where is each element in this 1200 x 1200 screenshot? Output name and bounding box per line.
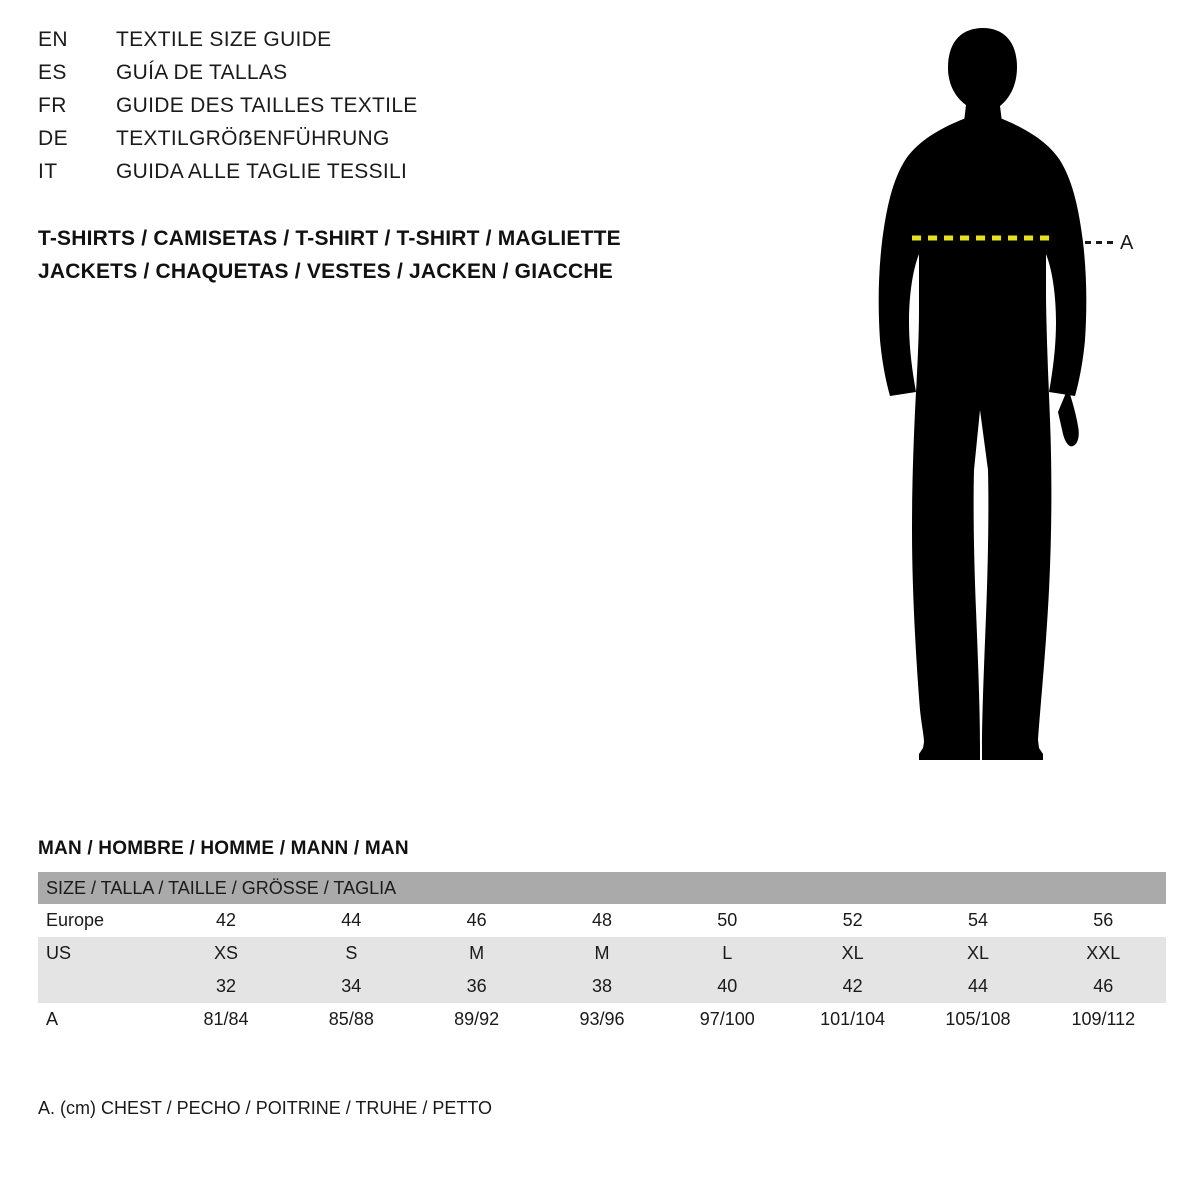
category-block	[38, 222, 621, 288]
row-label-europe: Europe	[38, 904, 163, 937]
category-tshirts: T-SHIRTS / CAMISETAS / T-SHIRT / T-SHIRT / MAGLIETTE	[38, 227, 621, 250]
cell-europe-2: 44	[289, 904, 414, 937]
cell-numeric-8: 46	[1041, 970, 1166, 1003]
table-row	[38, 937, 1166, 970]
cell-numeric-6: 42	[790, 970, 915, 1003]
cell-numeric-7: 44	[915, 970, 1040, 1003]
row-label-a: A	[38, 1003, 163, 1036]
cell-us-2: S	[289, 937, 414, 970]
cell-a-2: 85/88	[289, 1003, 414, 1036]
cell-us-6: XL	[790, 937, 915, 970]
language-row-fr	[38, 94, 738, 127]
measure-label-a: A	[1120, 232, 1134, 254]
language-text-it: GUIDA ALLE TAGLIE TESSILI	[116, 160, 408, 183]
size-table-section	[38, 838, 1168, 1036]
language-row-de	[38, 127, 738, 160]
cell-europe-6: 52	[790, 904, 915, 937]
cell-a-5: 97/100	[665, 1003, 790, 1036]
language-code-en: EN	[38, 28, 68, 51]
measure-leader-dashes	[1085, 241, 1115, 244]
row-label-us: US	[38, 937, 163, 970]
cell-europe-8: 56	[1041, 904, 1166, 937]
size-table	[38, 872, 1166, 1036]
table-footnote: A. (cm) CHEST / PECHO / POITRINE / TRUHE / PETTO	[38, 1098, 493, 1118]
table-head-row	[38, 872, 1166, 904]
language-code-fr: FR	[38, 94, 67, 117]
language-code-de: DE	[38, 127, 68, 150]
cell-us-8: XXL	[1041, 937, 1166, 970]
language-title-block	[38, 28, 738, 193]
cell-a-8: 109/112	[1041, 1003, 1166, 1036]
cell-numeric-4: 38	[539, 970, 664, 1003]
language-row-it	[38, 160, 738, 193]
language-text-es: GUÍA DE TALLAS	[116, 61, 288, 84]
table-head-label: SIZE / TALLA / TAILLE / GRÖSSE / TAGLIA	[38, 872, 1166, 904]
language-code-es: ES	[38, 61, 67, 84]
cell-a-1: 81/84	[163, 1003, 288, 1036]
table-row	[38, 904, 1166, 937]
cell-europe-5: 50	[665, 904, 790, 937]
cell-us-7: XL	[915, 937, 1040, 970]
cell-us-3: M	[414, 937, 539, 970]
male-silhouette-icon	[820, 10, 1180, 790]
table-row	[38, 1003, 1166, 1036]
cell-a-3: 89/92	[414, 1003, 539, 1036]
cell-europe-3: 46	[414, 904, 539, 937]
table-row	[38, 970, 1166, 1003]
cell-us-1: XS	[163, 937, 288, 970]
cell-numeric-2: 34	[289, 970, 414, 1003]
language-text-de: TEXTILGRÖẞENFÜHRUNG	[116, 127, 390, 150]
cell-us-5: L	[665, 937, 790, 970]
language-row-en	[38, 28, 738, 61]
language-code-it: IT	[38, 160, 58, 183]
gender-title: MAN / HOMBRE / HOMME / MANN / MAN	[38, 838, 409, 859]
row-label-numeric	[38, 970, 163, 1003]
cell-a-6: 101/104	[790, 1003, 915, 1036]
figure-area	[820, 10, 1180, 790]
language-text-en: TEXTILE SIZE GUIDE	[116, 28, 332, 51]
language-row-es	[38, 61, 738, 94]
cell-europe-1: 42	[163, 904, 288, 937]
cell-numeric-3: 36	[414, 970, 539, 1003]
cell-us-4: M	[539, 937, 664, 970]
cell-europe-7: 54	[915, 904, 1040, 937]
cell-a-7: 105/108	[915, 1003, 1040, 1036]
language-text-fr: GUIDE DES TAILLES TEXTILE	[116, 94, 418, 117]
cell-numeric-1: 32	[163, 970, 288, 1003]
cell-europe-4: 48	[539, 904, 664, 937]
cell-numeric-5: 40	[665, 970, 790, 1003]
cell-a-4: 93/96	[539, 1003, 664, 1036]
category-jackets: JACKETS / CHAQUETAS / VESTES / JACKEN / GIACCHE	[38, 260, 613, 283]
